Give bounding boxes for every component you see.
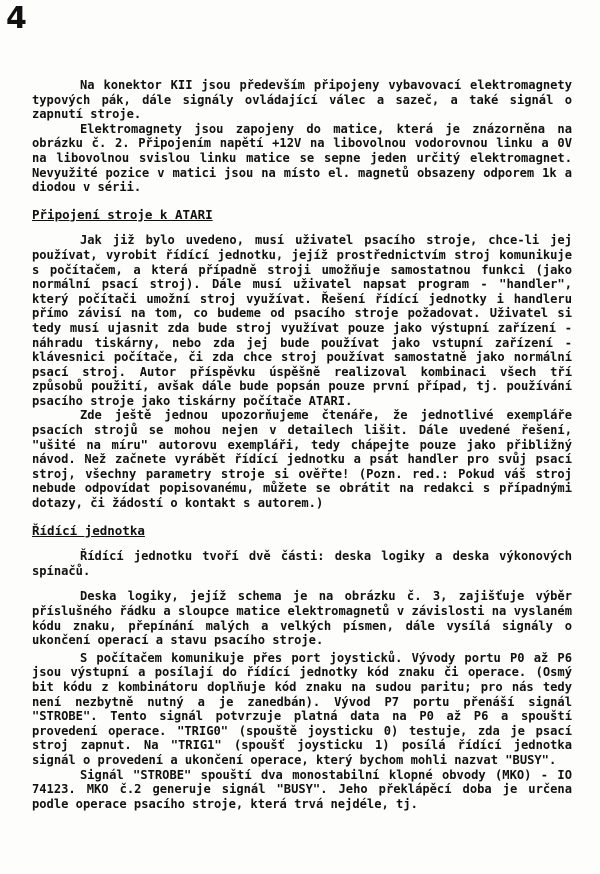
section-heading-atari: Připojení stroje k ATARI [32, 206, 213, 222]
article-body [32, 78, 572, 811]
section-heading-control-unit: Řídící jednotka [32, 522, 145, 538]
intro-paragraph-1: Na konektor KII jsou především připojeny vybavovací elektromagnety typových pák, dále signály ovládající válec a sazeč, a také signál o zapnutí stroje. [32, 78, 572, 122]
unit-paragraph-3: S počítačem komunikuje přes port joysticků. Vývody portu P0 až P6 jsou výstupní a posílají do řídící jednotky kód znaku či operace. (Osmý bit kódu z kombinátoru doplňuje kód znaku na sudou paritu; pro nás tedy není nezbytně nutný a je zanedbán). Vývod P7 portu přenáší signál "STROBE". Tento signál potvrzuje platná data na P0 až P6 a spouští provedení operace. "TRIG0" (spouště joysticku 0) testuje, zda je psací stroj zapnut. Na "TRIG1" (spoušť joysticku 1) posílá řídící jednotka signál o provedení a ukončení operace, který bychom mohli nazvat "BUSY". [32, 650, 572, 767]
page-number: 4 [6, 1, 27, 36]
unit-paragraph-1: Řídící jednotku tvoří dvě části: deska logiky a deska výkonových spínačů. [32, 549, 572, 578]
atari-paragraph-1: Jak již bylo uvedeno, musí uživatel psacího stroje, chce-li jej používat, vyrobit řídící jednotku, jejíž prostřednictvím stroj komunikuje s počítačem, a která případně stroji umožňuje samostatnou funkci (jako normální psací stroj). Dále musí uživatel napsat program - "handler", který počítači umožní stroj využívat. Řešení řídící jednotky i handleru přímo závisí na tom, co budeme od psacího stroje požadovat. Uživatel si tedy musí ujasnit zda bude stroj využívat pouze jako výstupní zařízení - náhradu tiskárny, nebo zda jej bude používat jako vstupní zařízení - klávesnici počítače, či zda chce stroj používat samostatně jako normální psací stroj. Autor příspěvku úspěšně realizoval kombinaci všech tří způsobů použití, avšak dále bude popsán pouze první případ, tj. používání psacího stroje jako tiskárny počítače ATARI. [32, 233, 572, 408]
unit-paragraph-4: Signál "STROBE" spouští dva monostabilní klopné obvody (MKO) - IO 74123. MKO č.2 generuje signál "BUSY". Jeho překlápěcí doba je určena podle operace psacího stroje, která trvá nejdéle, tj. [32, 767, 572, 811]
unit-paragraph-2: Deska logiky, jejíž schema je na obrázku č. 3, zajišťuje výběr příslušného řádku a sloupce matice elektromagnetů v závislosti na vyslaném kódu znaku, přepínání malých a velkých písmen, dále vysílá signály o ukončení operací a stavu psacího stroje. [32, 589, 572, 648]
intro-paragraph-2: Elektromagnety jsou zapojeny do matice, která je znázorněna na obrázku č. 2. Připojením napětí +12V na libovolnou vodorovnou linku a 0V na libovolnou svislou linku matice se sepne jeden určitý elektromagnet. Nevyužité pozice v matici jsou na místo el. magnetů obsazeny odporem 1k a diodou v sérii. [32, 121, 572, 195]
atari-paragraph-2: Zde ještě jednou upozorňujeme čtenáře, že jednotlivé exempláře psacích strojů se mohou nejen v detailech lišit. Dále uvedené řešení, "ušité na míru" autorovu exempláři, tedy chápejte pouze jako přibližný návod. Než začnete vyrábět řídící jednotku a psát handler pro svůj psací stroj, všechny parametry stroje si ověřte! (Pozn. red.: Pokud váš stroj nebude odpovídat popisovanému, můžete se obrátit na redakci s případnými dotazy, či žádostí o kontakt s autorem.) [32, 408, 572, 511]
